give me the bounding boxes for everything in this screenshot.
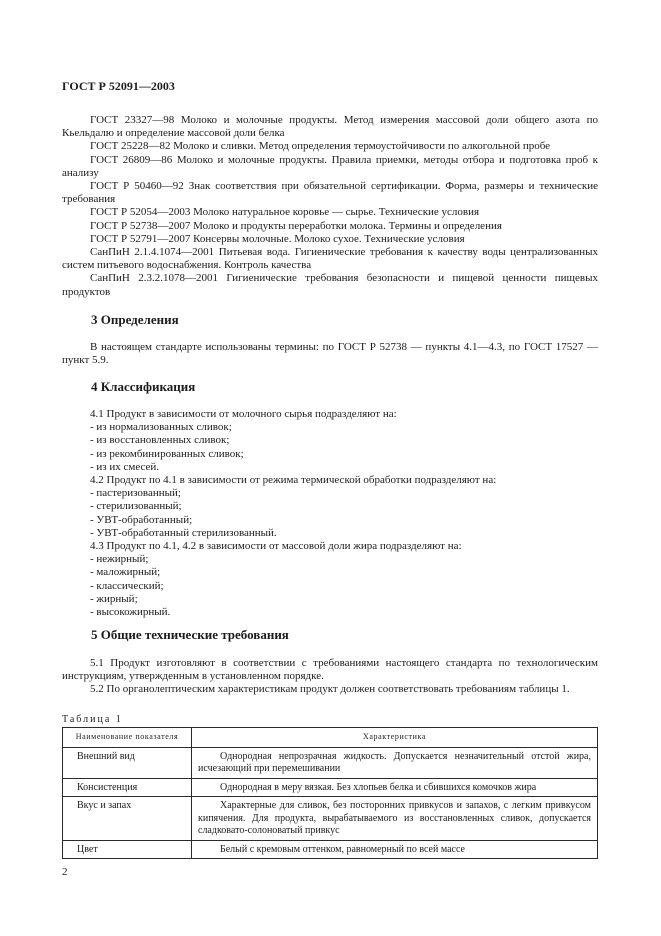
clause-line: 4.2 Продукт по 4.1 в зависимости от режима термической обработки подразделяют на: [90,474,497,487]
clause-5-1: 5.1 Продукт изготовляют в соответствии с требованиями настоящего стандарта по технологическим инструкциям, утвержденным в установленном порядке. [62,657,598,683]
section-3-text: В настоящем стандарте использованы термины: по ГОСТ Р 52738 — пункты 4.1—4.3, по ГОСТ 17527 — пункт 5.9. [62,341,598,367]
clause-line: 4.1 Продукт в зависимости от молочного сырья подразделяют на: [90,408,397,420]
classification-list [62,408,598,619]
table-caption: Таблица 1 [62,714,123,725]
reference-item: ГОСТ Р 50460—92 Знак соответствия при обязательной сертификации. Форма, размеры и технические требования [62,180,598,206]
list-item: - жирный; [90,592,138,605]
reference-item: СанПиН 2.3.2.1078—2001 Гигиенические требования безопасности и пищевой ценности пищевых продуктов [62,272,598,298]
indicator-name: Консистенция [63,778,192,797]
document-header: ГОСТ Р 52091—2003 [62,79,175,93]
table-row [63,840,598,859]
clause-5-2: 5.2 По органолептическим характеристикам продукт должен соответствовать требованиям таблицы 1. [90,683,570,696]
list-item: - УВТ-обработанный стерилизованный. [90,526,277,539]
table-header-row [63,728,598,748]
page-number: 2 [62,866,68,878]
column-header-name: Наименование показателя [63,728,192,748]
column-header-characteristic: Характеристика [192,728,598,748]
indicator-value: Однородная в меру вязкая. Без хлопьев белка и сбившихся комочков жира [192,778,598,797]
general-requirements [62,657,598,697]
normative-references [62,114,598,299]
table-row [63,778,598,797]
list-item: - из их смесей. [90,460,160,473]
organoleptic-table [62,727,598,859]
list-item: - маложирный; [90,566,161,579]
list-item: - нежирный; [90,553,149,566]
list-item: - высокожирный. [90,606,171,619]
list-item: - из рекомбинированных сливок; [90,447,244,460]
indicator-name: Вкус и запах [63,797,192,841]
clause-line: 4.3 Продукт по 4.1, 4.2 в зависимости от массовой доли жира подразделяют на: [90,540,462,553]
indicator-value: Однородная непрозрачная жидкость. Допускается незначительный отстой жира, исчезающий при перемешивании [192,747,598,778]
reference-item: ГОСТ 23327—98 Молоко и молочные продукты. Метод измерения массовой доли общего азота по Кьельдалю и определение массовой доли белка [62,114,598,140]
list-item: - из нормализованных сливок; [90,421,232,434]
indicator-name: Внешний вид [63,747,192,778]
reference-item: ГОСТ Р 52054—2003 Молоко натуральное коровье — сырье. Технические условия [90,206,480,219]
list-item: - УВТ-обработанный; [90,513,193,526]
reference-item: ГОСТ Р 52791—2007 Консервы молочные. Молоко сухое. Технические условия [90,232,465,245]
reference-item: СанПиН 2.1.4.1074—2001 Питьевая вода. Гигиенические требования к качеству воды централизованных систем питьевого водоснабжения. Контроль качества [62,246,598,272]
reference-item: ГОСТ 25228—82 Молоко и сливки. Метод определения термоустойчивости по алкогольной пробе [90,140,551,153]
table-row [63,797,598,841]
section-3-heading: 3 Определения [91,312,179,327]
reference-item: ГОСТ 26809—86 Молоко и молочные продукты. Правила приемки, методы отбора и подготовка проб к анализу [62,153,598,179]
section-5-heading: 5 Общие технические требования [91,627,289,642]
list-item: - стерилизованный; [90,500,182,513]
list-item: - пастеризованный; [90,487,181,500]
list-item: - из восстановленных сливок; [90,434,230,447]
indicator-value: Характерные для сливок, без посторонних привкусов и запахов, с легким привкусом кипячения. Для продукта, вырабатываемого из восстановленных сливок, допускается сладковато-солоноватый привкус [192,797,598,841]
list-item: - классический; [90,579,164,592]
indicator-value: Белый с кремовым оттенком, равномерный по всей массе [192,840,598,859]
table-row [63,747,598,778]
indicator-name: Цвет [63,840,192,859]
reference-item: ГОСТ Р 52738—2007 Молоко и продукты переработки молока. Термины и определения [90,219,502,232]
section-4-heading: 4 Классификация [91,379,196,394]
